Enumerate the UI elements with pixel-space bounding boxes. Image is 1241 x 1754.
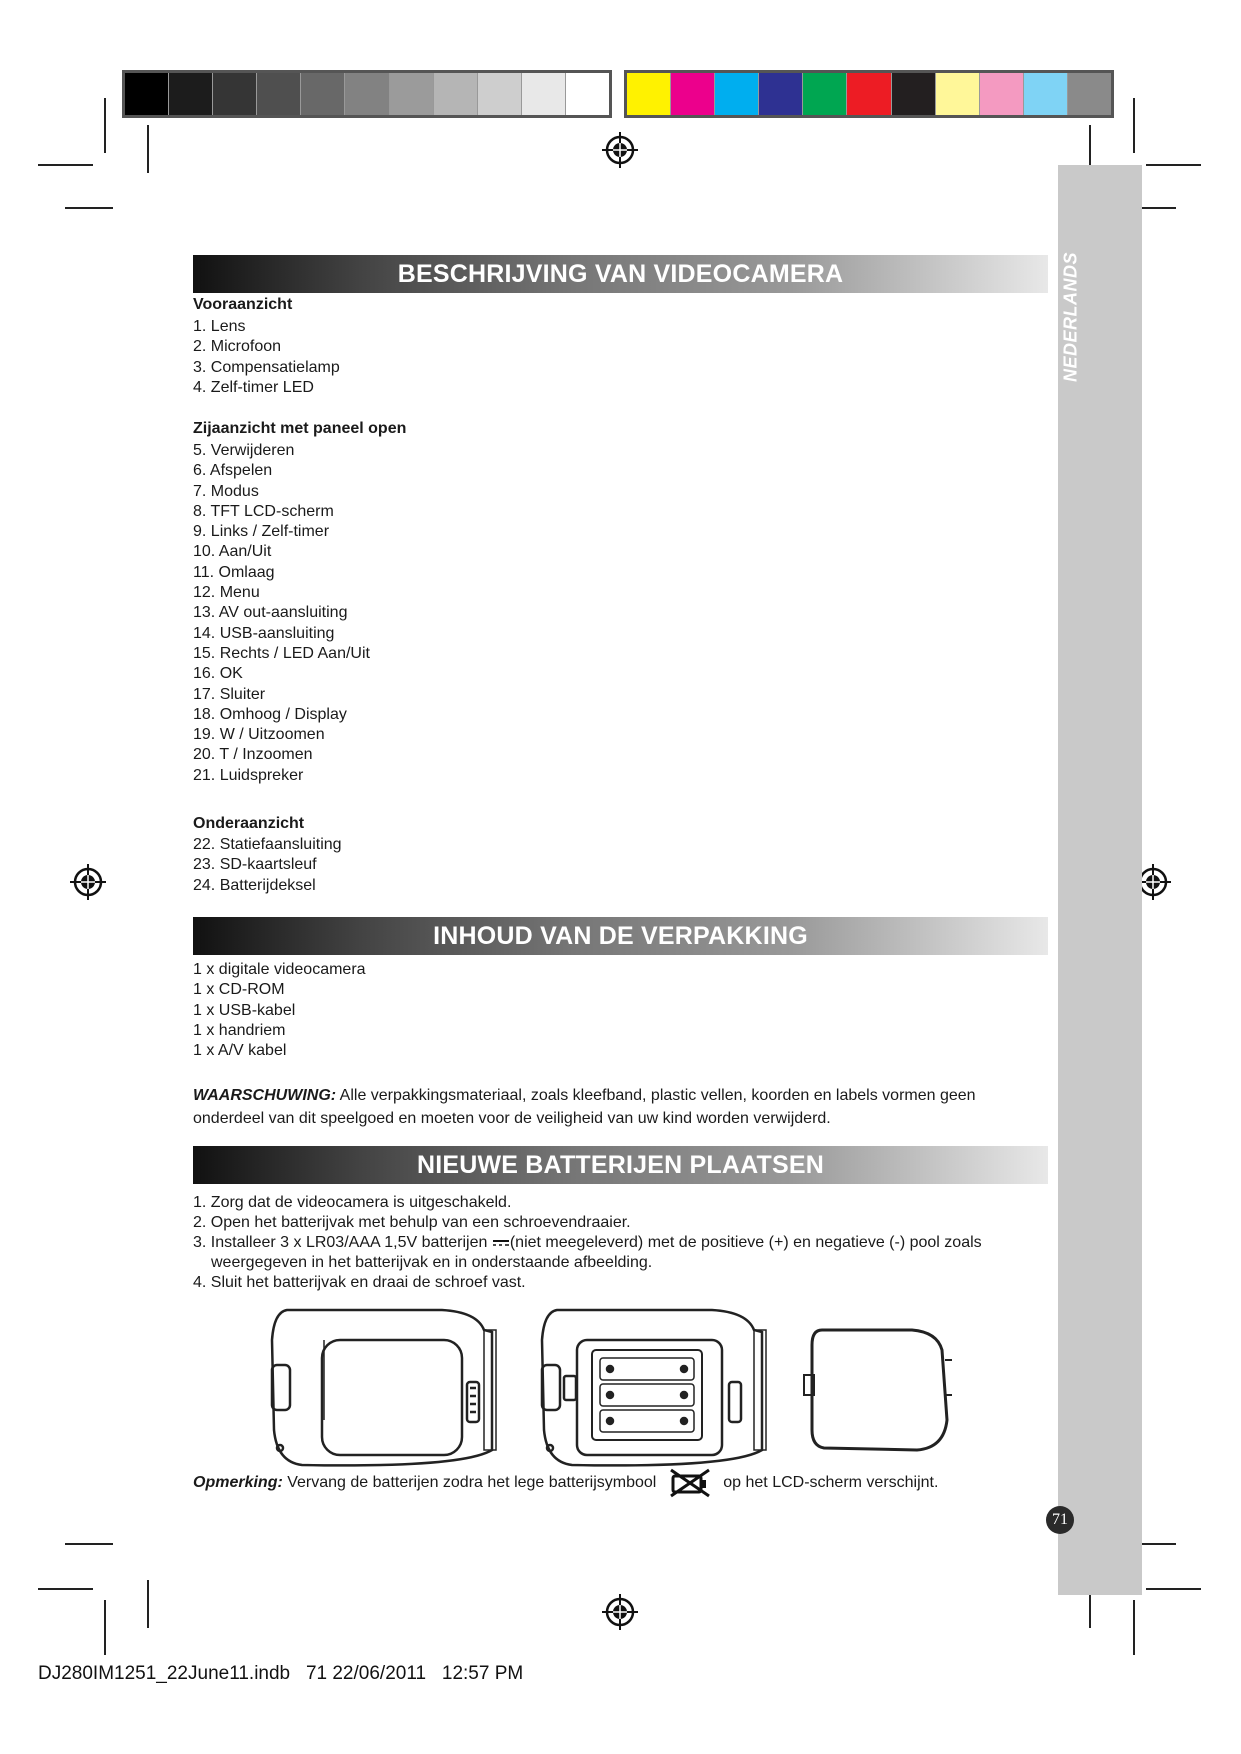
package-contents-list [193, 960, 366, 1061]
print-slug: DJ280IM1251_22June11.indb 71 22/06/2011 12:57 PM [38, 1663, 524, 1684]
note-text-start: Vervang de batterijen zodra het lege batterijsymbool [282, 1474, 661, 1492]
list-item: 1 x CD-ROM [193, 981, 285, 999]
crop-mark [147, 125, 149, 173]
list-item: 4. Zelf-timer LED [193, 378, 314, 396]
list-item: 5. Verwijderen [193, 442, 295, 459]
list-item: 9. Links / Zelf-timer [193, 523, 330, 541]
grayscale-swatch [345, 73, 389, 115]
grayscale-swatch [566, 73, 609, 115]
color-swatch [892, 73, 936, 115]
warning-label: WAARSCHUWING: [193, 1087, 337, 1104]
color-swatch [803, 73, 847, 115]
list-item: 10. Aan/Uit [193, 543, 272, 561]
camera-closed-illustration [272, 1310, 496, 1465]
section-title-contents: INHOUD VAN DE VERPAKKING [193, 917, 1048, 955]
crop-mark [38, 1588, 93, 1590]
crop-mark [65, 207, 113, 209]
list-item: 1. Lens [193, 318, 246, 335]
color-swatch [671, 73, 715, 115]
list-item: 1 x USB-kabel [193, 1001, 296, 1019]
bottom-view-list [193, 835, 342, 896]
list-item: 16. OK [193, 665, 243, 683]
list-item: 8. TFT LCD-scherm [193, 502, 334, 520]
crop-mark [147, 1580, 149, 1628]
warning-text: Alle verpakkingsmateriaal, zoals kleefband, plastic vellen, koorden en labels vormen geen onderdeel van dit speelgoed en moeten voor de veiligheid van uw kind worden verwijderd. [193, 1087, 976, 1127]
camera-open-illustration [542, 1310, 766, 1465]
list-item: 1 x A/V kabel [193, 1042, 287, 1060]
crop-mark [1146, 164, 1201, 166]
list-item: 21. Luidspreker [193, 766, 304, 784]
color-swatch [715, 73, 759, 115]
list-item: 7. Modus [193, 482, 259, 500]
color-swatch [980, 73, 1024, 115]
list-item: 18. Omhoog / Display [193, 705, 347, 723]
note-label: Opmerking: [193, 1474, 283, 1492]
registration-mark-icon [600, 1592, 640, 1632]
front-view-heading: Vooraanzicht [193, 296, 293, 313]
battery-step [193, 1233, 1043, 1273]
crop-mark [104, 98, 106, 153]
grayscale-swatch [125, 73, 169, 115]
grayscale-swatch [478, 73, 522, 115]
grayscale-swatch [257, 73, 301, 115]
list-item: 15. Rechts / LED Aan/Uit [193, 644, 370, 662]
language-tab-label: NEDERLANDS [1060, 251, 1081, 383]
crop-mark [1133, 1600, 1135, 1655]
crop-mark [65, 1543, 113, 1545]
list-item: 11. Omlaag [193, 563, 275, 581]
battery-steps [193, 1193, 1043, 1293]
battery-step-3-start: 3. Installeer 3 x LR03/AAA 1,5V batterijen [193, 1234, 492, 1251]
list-item: 6. Afspelen [193, 462, 273, 480]
list-item: 14. USB-aansluiting [193, 624, 335, 642]
side-view-list [193, 441, 370, 786]
crop-mark [38, 164, 93, 166]
section-title-description: BESCHRIJVING VAN VIDEOCAMERA [193, 255, 1048, 293]
color-swatch [1068, 73, 1111, 115]
battery-step-3-end: (niet meegeleverd) met de positieve (+) en negatieve (-) pool zoals weergegeven in het batterijvak en in onderstaande afbeelding. [211, 1234, 982, 1271]
list-item: 3. Compensatielamp [193, 358, 340, 376]
registration-mark-icon [68, 862, 108, 902]
battery-step: 1. Zorg dat de videocamera is uitgeschakeld. [193, 1194, 512, 1211]
grayscale-swatch [213, 73, 257, 115]
crop-mark [104, 1600, 106, 1655]
section-title-batteries: NIEUWE BATTERIJEN PLAATSEN [193, 1146, 1048, 1184]
list-item: 17. Sluiter [193, 685, 266, 703]
battery-installation-illustration [262, 1300, 962, 1470]
list-item: 1 x handriem [193, 1021, 286, 1039]
grayscale-bar [122, 70, 612, 118]
list-item: 23. SD-kaartsleuf [193, 856, 317, 874]
battery-step: 2. Open het batterijvak met behulp van een schroevendraaier. [193, 1214, 631, 1231]
page-number: 71 [1046, 1506, 1074, 1534]
empty-battery-icon [665, 1466, 715, 1500]
bottom-view-heading: Onderaanzicht [193, 815, 305, 832]
list-item: 1 x digitale videocamera [193, 961, 366, 978]
grayscale-swatch [434, 73, 478, 115]
list-item: 22. Statiefaansluiting [193, 836, 342, 853]
color-swatch [1024, 73, 1068, 115]
color-swatch [847, 73, 891, 115]
battery-step: 4. Sluit het batterijvak en draai de schroef vast. [193, 1274, 526, 1291]
crop-mark [1146, 1588, 1201, 1590]
grayscale-swatch [301, 73, 345, 115]
battery-cover-illustration [804, 1330, 952, 1450]
note-text-end: op het LCD-scherm verschijnt. [718, 1474, 939, 1492]
front-view-list [193, 317, 340, 398]
side-view-heading: Zijaanzicht met paneel open [193, 420, 407, 437]
list-item: 12. Menu [193, 584, 260, 602]
color-swatch [936, 73, 980, 115]
dc-symbol-icon [492, 1238, 510, 1248]
grayscale-swatch [390, 73, 434, 115]
list-item: 20. T / Inzoomen [193, 746, 313, 764]
list-item: 24. Batterijdeksel [193, 876, 316, 894]
color-swatch [759, 73, 803, 115]
crop-mark [1133, 98, 1135, 153]
color-bar [624, 70, 1114, 118]
language-tab [1056, 252, 1086, 382]
color-swatch [627, 73, 671, 115]
warning-paragraph [193, 1084, 1043, 1130]
list-item: 19. W / Uitzoomen [193, 726, 325, 744]
grayscale-swatch [522, 73, 566, 115]
grayscale-swatch [169, 73, 213, 115]
list-item: 2. Microfoon [193, 338, 282, 356]
list-item: 13. AV out-aansluiting [193, 604, 348, 622]
registration-mark-icon [600, 130, 640, 170]
note-paragraph [193, 1466, 1053, 1500]
